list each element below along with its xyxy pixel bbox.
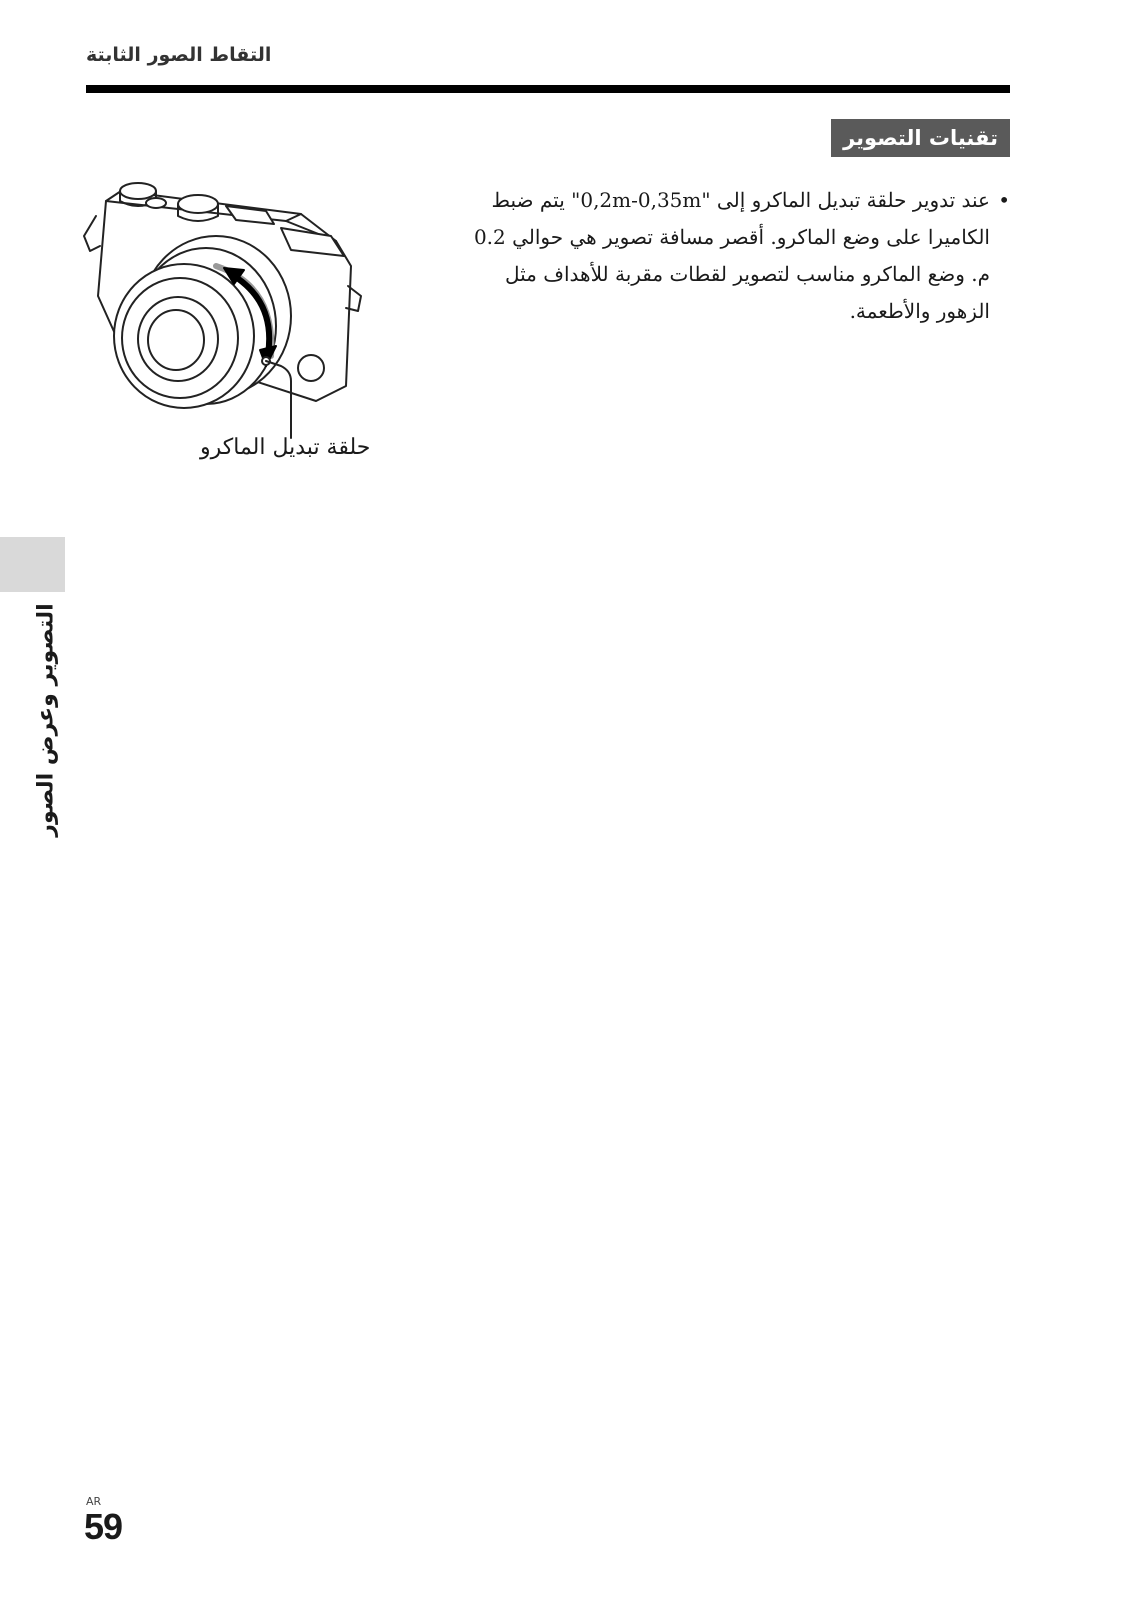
header-rule (86, 85, 1010, 93)
section-title: تقنيات التصوير (831, 119, 1010, 157)
figure-caption: حلقة تبديل الماكرو (200, 435, 371, 460)
body-paragraph: عند تدوير حلقة تبديل الماكرو إلى "0,2m-0,35m" يتم ضبط الكاميرا على وضع الماكرو. أقصر مسافة تصوير هي حوالي 0.2 م. وضع الماكرو مناسب لتصوير لقطات مقربة للأهداف مثل الزهور والأطعمة. (473, 188, 990, 323)
body-text (450, 182, 1010, 330)
camera-illustration (76, 176, 376, 476)
chapter-tab-label: التصوير وعرض الصور (33, 603, 59, 837)
page-language: AR (86, 1495, 102, 1508)
camera-icon (76, 176, 376, 476)
chapter-tab-marker (0, 537, 65, 592)
running-head: التقاط الصور الثابتة (86, 44, 272, 66)
page-number: 59 (84, 1506, 123, 1547)
bullet-icon: • (998, 188, 1010, 212)
